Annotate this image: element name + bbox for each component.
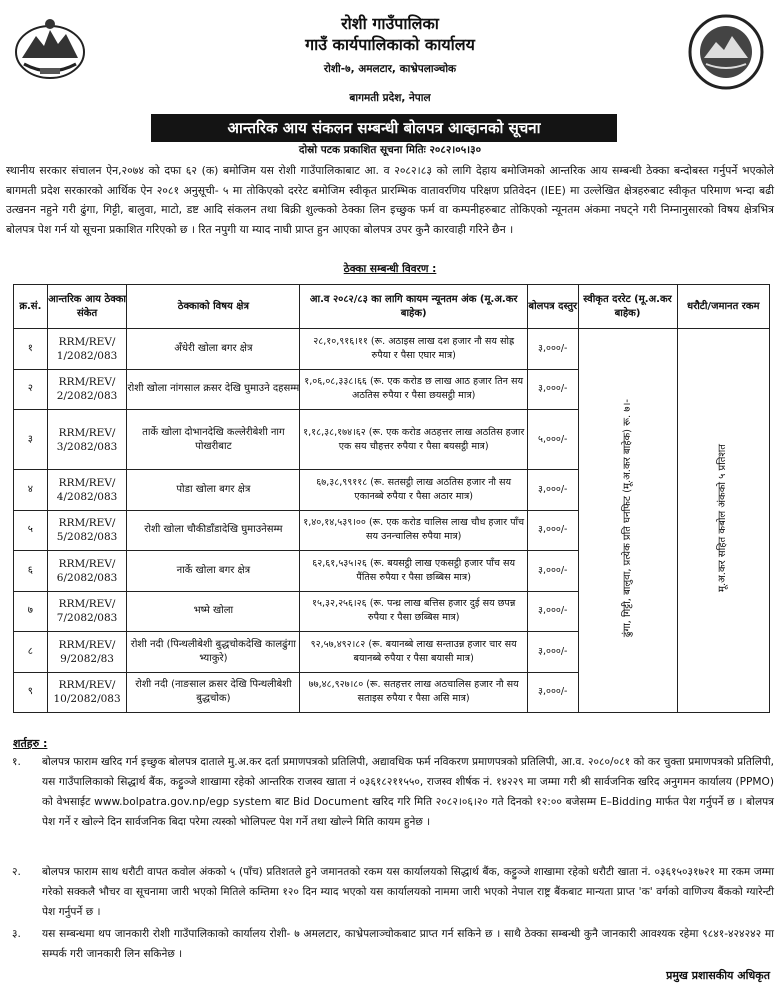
- row-amount: १,०६,०८,३३८।६६ (रू. एक करोड छ लाख आठ हजार तिन सय अठतिस रुपैया र पैसा छयसट्ठी मात्र): [300, 369, 528, 410]
- row-area: भष्मे खोला: [127, 591, 300, 632]
- row-area: अँधेरी खोला बगर क्षेत्र: [127, 329, 300, 370]
- row-code: RRM/REV/ 3/2082/083: [47, 410, 127, 470]
- row-fee: ३,०००/-: [528, 510, 578, 551]
- province-name: बागमती प्रदेश, नेपाल: [349, 92, 431, 104]
- row-fee: ३,०००/-: [528, 632, 578, 673]
- row-code: RRM/REV/ 7/2082/083: [47, 591, 127, 632]
- table-title: ठेक्का सम्बन्धी विवरण :: [343, 263, 437, 275]
- row-amount: १,४०,१४,५३९।०० (रू. एक करोड चालिस लाख चौध हजार पाँच सय उनन्चालिस रुपैया मात्र): [300, 510, 528, 551]
- row-code: RRM/REV/ 5/2082/083: [47, 510, 127, 551]
- row-sn: ९: [14, 672, 48, 713]
- term-text: बोलपत्र फाराम साथ धरौटी वापत कवोल अंकको ५ (पाँच) प्रतिशतले हुने जमानतको रकम यस कार्यालयको सिद्धार्थ बैंक, कट्टुञ्जे शाखामा रहेको धरौटी खाता नं. ०३६१५०३१७२१ मा रकम जम्मा गरेको सक्कलै भौचर वा सूचनामा जारी भएको मितिले कम्तिमा १२० दिन म्याद भएको यस कार्यालयको नाममा जारी भएको नेपाल राष्ट्र बैंकबाट मान्यता प्राप्त 'क' वर्गको वाणिज्य बैंकको ग्यारेन्टी पेश गर्नुपर्ने छ ।: [42, 866, 774, 918]
- row-sn: ३: [14, 410, 48, 470]
- row-sn: २: [14, 369, 48, 410]
- row-area: रोशी नदी (पिन्थलीबेशी बुद्धचोकदेखि कालढुंगा भ्याकुरे): [127, 632, 300, 673]
- signatory-title: प्रमुख प्रशासकीय अधिकृत: [666, 969, 770, 982]
- row-area: रोशी खोला चौकीडाँडादेखि घुमाउनेसम्म: [127, 510, 300, 551]
- row-fee: ३,०००/-: [528, 672, 578, 713]
- row-fee: ५,०००/-: [528, 410, 578, 470]
- row-amount: २८,१०,९१६।११ (रू. अठाइस लाख दश हजार नौ सय सोह्र रुपैया र पैसा एघार मात्र): [300, 329, 528, 370]
- row-fee: ३,०००/-: [528, 369, 578, 410]
- row-sn: ५: [14, 510, 48, 551]
- municipality-name: रोशी गाउँपालिका: [341, 14, 439, 33]
- row-sn: ७: [14, 591, 48, 632]
- publication-date: दोस्रो पटक प्रकाशित सूचना मितिः २०८२।०५।३०: [298, 144, 482, 156]
- header-sn: क्र.सं.: [14, 285, 48, 329]
- term-text: यस सम्बन्धमा थप जानकारी रोशी गाउँपालिकाको कार्यालय रोशी- ७ अमलटार, काभ्रेपलाञ्चोकबाट प्राप्त गर्न सकिने छ । साथै ठेक्का सम्बन्धी कुनै जानकारी आवश्यक रहेमा ९८४१-४२४२४२ मा सम्पर्क गरी जानकारी लिन सकिनेछ ।: [42, 928, 774, 960]
- office-address: रोशी-७, अमलटार, काभ्रेपलाञ्चोक: [323, 63, 457, 75]
- row-amount: ६२,६१,५३५।२६ (रू. बयसट्ठी लाख एकसट्ठी हजार पाँच सय पैंतिस रुपैया र पैसा छब्बिस मात्र): [300, 551, 528, 592]
- deposit-merged-cell: [677, 329, 770, 713]
- row-sn: ८: [14, 632, 48, 673]
- office-name: गाउँ कार्यपालिकाको कार्यालय: [305, 35, 475, 54]
- term-item: [4, 862, 774, 922]
- header-rate: स्वीकृत दररेट (मू.अ.कर बाहेक): [578, 285, 677, 329]
- row-amount: ७७,४८,९२७।८० (रू. सतहत्तर लाख अठचालिस हजार नौ सय सताइस रुपैया र पैसा असि मात्र): [300, 672, 528, 713]
- contract-table: [13, 284, 770, 713]
- row-sn: १: [14, 329, 48, 370]
- term-item: [4, 752, 774, 832]
- term-item: [4, 924, 774, 964]
- table-header-row: [14, 285, 770, 329]
- header-code: आन्तरिक आय ठेक्का संकेत: [47, 285, 127, 329]
- row-area: रोशी खोला नांगसाल क्रसर देखि घुमाउने दहसम्म: [127, 369, 300, 410]
- notice-title-banner: आन्तरिक आय संकलन सम्बन्धी बोलपत्र आव्हानको सूचना: [151, 114, 617, 142]
- header-fee: बोलपत्र दस्तुर: [528, 285, 578, 329]
- letterhead: [0, 0, 780, 160]
- term-number: १.: [12, 756, 21, 768]
- row-code: RRM/REV/ 10/2082/083: [47, 672, 127, 713]
- row-code: RRM/REV/ 2/2082/083: [47, 369, 127, 410]
- header-area: ठेक्काको विषय क्षेत्र: [127, 285, 300, 329]
- header-deposit: धरौटी/जमानत रकम: [677, 285, 770, 329]
- row-area: पोडा खोला बगर क्षेत्र: [127, 470, 300, 511]
- row-area: नार्के खोला बगर क्षेत्र: [127, 551, 300, 592]
- row-fee: ३,०००/-: [528, 329, 578, 370]
- row-sn: ४: [14, 470, 48, 511]
- rate-merged-cell: [578, 329, 677, 713]
- row-amount: ९२,५७,४९२।८२ (रू. बयानब्बे लाख सन्ताउन्न हजार चार सय बयानब्बे रुपैया र पैसा बयासी मात्र): [300, 632, 528, 673]
- row-code: RRM/REV/ 9/2082/83: [47, 632, 127, 673]
- intro-paragraph: स्थानीय सरकार संचालन ऐन,२०७४ को दफा ६२ (क) बमोजिम यस रोशी गाउँपालिकाबाट आ. व २०८२।८३ को लागि देहाय बमोजिमको आन्तरिक आय सम्बन्धी ठेक्का बन्दोबस्त गर्नुपर्ने भएकोले बागमती प्रदेश सरकारको आर्थिक ऐन २०८१ अनुसूची- ५ मा तोकिएको दररेट बमोजिम स्वीकृत प्रारम्भिक वातावरणिय परिक्षण प्रतिवेदन (IEE) मा उल्लेखित क्षेत्रहरुबाट स्वीकृत परिमाण भन्दा बढी उत्खनन नहुने गरी ढुंगा, गिट्टी, बालुवा, माटो, डष्ट आदि संकलन तथा बिक्री शुल्कको ठेक्का लिन इच्छुक फर्म वा कम्पनीहरुबाट तोकिएको न्यूनतम अंकमा नघट्ने गरी निम्नानुसारको विषय क्षेत्रभित्र बोलपत्र पेश गर्न यो सूचना प्रकाशित गरिएको छ । रित नपुगी या म्याद नाघी प्राप्त हुन आएका बोलपत्र उपर कुनै कारवाही गरिने छैन ।: [6, 164, 774, 236]
- header-amount: आ.व २०८२/८३ का लागि कायम न्यूनतम अंक (मू.अ.कर बाहेक): [300, 285, 528, 329]
- row-sn: ६: [14, 551, 48, 592]
- term-number: ३.: [12, 928, 21, 940]
- row-fee: ३,०००/-: [528, 470, 578, 511]
- row-amount: ६७,३८,९९११८ (रू. सतसट्ठी लाख अठतिस हजार नौ सय एकानब्बे रुपैया र पैसा अठार मात्र): [300, 470, 528, 511]
- term-number: २.: [12, 866, 21, 878]
- row-code: RRM/REV/ 6/2082/083: [47, 551, 127, 592]
- row-code: RRM/REV/ 4/2082/083: [47, 470, 127, 511]
- row-fee: ३,०००/-: [528, 591, 578, 632]
- row-amount: १५,३२,२५६।२६ (रू. पन्ध्र लाख बत्तिस हजार दुई सय छपन्न रुपैया र पैसा छब्बिस मात्र): [300, 591, 528, 632]
- term-text: बोलपत्र फाराम खरिद गर्न इच्छुक बोलपत्र दाताले मु.अ.कर दर्ता प्रमाणपत्रको प्रतिलिपी, अद्यावधिक फर्म नविकरण प्रमाणपत्रको प्रतिलिपी, आ.व. २०८०/०८१ को कर चुक्ता प्रमाणपत्रको प्रतिलिपी, यस गाउँपालिकाको सिद्धार्थ बैंक, कट्टुञ्जे शाखामा रहेको आन्तरिक राजस्व खाता नं ०३६१८२११५५०, राजस्व शीर्षक नं. १४२२९ मा जम्मा गरी श्री सार्वजनिक खरिद अनुगमन कार्यालय (PPMO) को वेभसाईट www.bolpatra.gov.np/egp system बाट Bid Document खरिद गरि मिति २०८२।०६।२० गते दिनको १२:०० बजेसम्म E–Bidding मार्फत पेश गर्नुपर्ने छ । बोलपत्र पेश गर्ने र खोल्ने दिन सार्वजनिक बिदा परेमा त्यस्को भोलिपल्ट पेश गर्ने तथा खोल्ने मिति कायम हुनेछ ।: [42, 756, 774, 828]
- row-area: तार्के खोला दोभानदेखि कल्लेरीबेशी नाग पोखरीबाट: [127, 410, 300, 470]
- row-amount: १,१८,३८,१७४।६२ (रू. एक करोड अठहत्तर लाख अठतिस हजार एक सय चौहत्तर रुपैया र पैसा बयसट्ठी मात्र): [300, 410, 528, 470]
- deposit-text: मू.अ.कर सहित कबोल अंकको ५ प्रतिशत: [717, 443, 729, 593]
- row-fee: ३,०००/-: [528, 551, 578, 592]
- table-row: [14, 329, 770, 370]
- rate-text: ढुंगा, गिट्टी, बालुवा, प्रत्येक प्रति घनफिट (मू.अ.कर बाहेक) रू. ७।-: [621, 398, 633, 638]
- row-area: रोशी नदी (नाङसाल क्रसर देखि पिन्थलीबेशी बुद्धचोक): [127, 672, 300, 713]
- terms-title: शर्तहरु :: [13, 737, 48, 750]
- row-code: RRM/REV/ 1/2082/083: [47, 329, 127, 370]
